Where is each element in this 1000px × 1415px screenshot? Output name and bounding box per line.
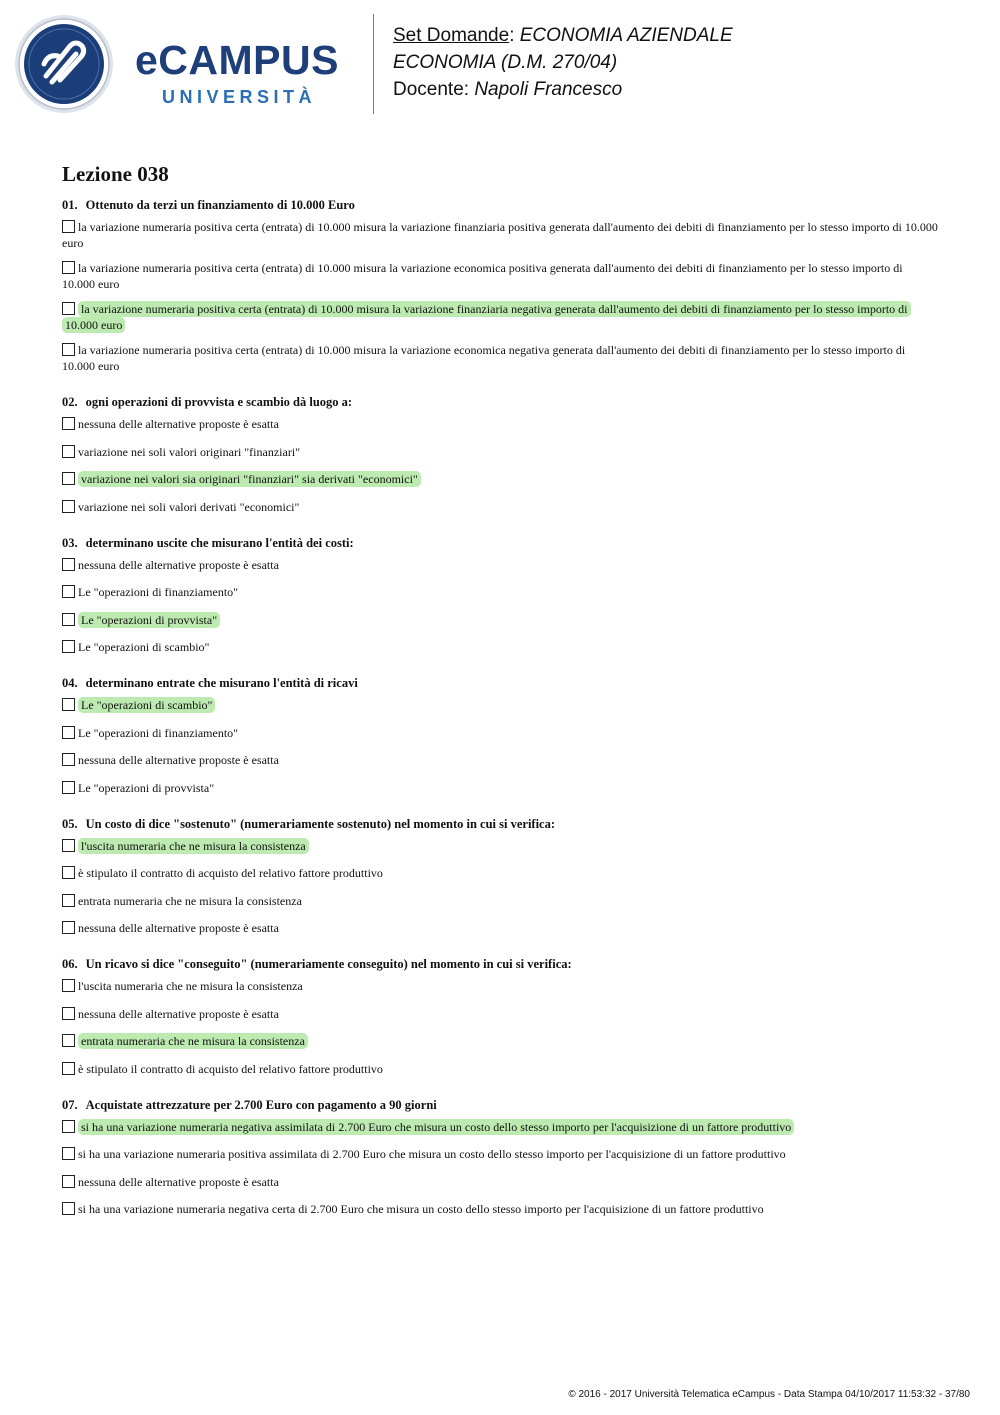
- answer-option-correct: [62, 301, 938, 333]
- checkbox[interactable]: [62, 1034, 75, 1047]
- answer-option: [62, 725, 938, 741]
- answer-option: [62, 219, 938, 251]
- question-text: Un costo di dice "sostenuto" (numerariamente sostenuto) nel momento in cui si verifica:: [85, 816, 556, 831]
- question-title: [62, 195, 938, 215]
- answer-text: è stipulato il contratto di acquisto del relativo fattore produttivo: [78, 866, 383, 880]
- answer-text: nessuna delle alternative proposte è esatta: [78, 921, 279, 935]
- question-block: [62, 533, 938, 656]
- answer-text: Le "operazioni di finanziamento": [78, 725, 239, 740]
- checkbox[interactable]: [62, 261, 75, 274]
- answer-option: [62, 780, 938, 796]
- answer-option: [62, 978, 938, 994]
- answer-text: è stipulato il contratto di acquisto del relativo fattore produttivo: [78, 1061, 383, 1076]
- answer-text: Le "operazioni di finanziamento": [78, 585, 239, 599]
- checkbox[interactable]: [62, 417, 75, 430]
- answer-text: entrata numeraria che ne misura la consistenza: [78, 1033, 308, 1049]
- answer-option: [62, 1006, 938, 1022]
- question-text: Ottenuto da terzi un finanziamento di 10.000 Euro: [85, 198, 355, 212]
- checkbox[interactable]: [62, 445, 75, 458]
- answer-option: [62, 752, 938, 768]
- answer-option: [62, 557, 938, 573]
- checkbox[interactable]: [62, 302, 75, 315]
- answer-option: [62, 1174, 938, 1190]
- question-block: [62, 392, 938, 515]
- answer-text: nessuna delle alternative proposte è esatta: [78, 753, 279, 767]
- answer-option-correct: [62, 1033, 938, 1049]
- question-number: 07.: [62, 1097, 78, 1112]
- brand-subtitle: UNIVERSITÀ: [162, 87, 317, 107]
- checkbox[interactable]: [62, 921, 75, 934]
- answer-text: si ha una variazione numeraria negativa certa di 2.700 Euro che misura un costo dello stesso importo per l'acquisizione di un fattore produttivo: [78, 1202, 764, 1216]
- question-title: [62, 1095, 938, 1115]
- answer-option: [62, 893, 938, 909]
- checkbox[interactable]: [62, 1147, 75, 1160]
- header-info: Set Domande: ECONOMIA AZIENDALE ECONOMIA (D.M. 270/04) Docente: Napoli Francesco: [393, 25, 733, 100]
- answer-option: [62, 865, 938, 881]
- answer-option: [62, 1061, 938, 1077]
- checkbox[interactable]: [62, 753, 75, 766]
- answer-text: si ha una variazione numeraria negativa assimilata di 2.700 Euro che misura un costo dello stesso importo per l'acquisizione di un fattore produttivo: [78, 1119, 794, 1135]
- answer-text: la variazione numeraria positiva certa (entrata) di 10.000 misura la variazione economica negativa generata dall'aumento dei debiti di finanziamento per lo stesso importo di 10.000 euro: [62, 343, 906, 373]
- answer-text: variazione nei soli valori derivati "economici": [78, 499, 300, 514]
- question-title: [62, 392, 938, 412]
- answer-option: [62, 416, 938, 432]
- checkbox[interactable]: [62, 613, 75, 626]
- checkbox[interactable]: [62, 866, 75, 879]
- answer-option-correct: [62, 838, 938, 854]
- answer-text: l'uscita numeraria che ne misura la consistenza: [78, 838, 309, 854]
- question-number: 04.: [62, 676, 78, 690]
- checkbox[interactable]: [62, 640, 75, 653]
- answer-option: [62, 499, 938, 515]
- checkbox[interactable]: [62, 1007, 75, 1020]
- page-header: [0, 0, 1000, 130]
- question-block: [62, 195, 938, 374]
- answer-text: Le "operazioni di provvista": [78, 612, 220, 628]
- answer-option: [62, 639, 938, 655]
- question-title: [62, 814, 938, 834]
- checkbox[interactable]: [62, 558, 75, 571]
- checkbox[interactable]: [62, 585, 75, 598]
- answer-option-correct: [62, 697, 938, 713]
- checkbox[interactable]: [62, 979, 75, 992]
- answer-text: nessuna delle alternative proposte è esatta: [78, 1174, 279, 1189]
- answer-option-correct: [62, 1119, 938, 1135]
- checkbox[interactable]: [62, 343, 75, 356]
- lesson-title: Lezione 038: [62, 162, 169, 186]
- teacher-label: Docente:: [393, 79, 470, 100]
- checkbox[interactable]: [62, 1062, 75, 1075]
- answer-option: [62, 444, 938, 460]
- header-divider: [373, 14, 374, 114]
- answer-text: la variazione numeraria positiva certa (entrata) di 10.000 misura la variazione economica positiva generata dall'aumento dei debiti di finanziamento per lo stesso importo di 10.000 euro: [62, 261, 903, 291]
- checkbox[interactable]: [62, 1202, 75, 1215]
- answer-text: entrata numeraria che ne misura la consistenza: [78, 893, 302, 908]
- answer-text: Le "operazioni di scambio": [78, 697, 215, 713]
- answer-text: la variazione numeraria positiva certa (entrata) di 10.000 misura la variazione finanziaria positiva generata dall'aumento dei debiti di finanziamento per lo stesso importo di 10.000 euro: [62, 220, 938, 250]
- answer-text: variazione nei soli valori originari "finanziari": [78, 444, 301, 459]
- checkbox[interactable]: [62, 500, 75, 513]
- checkbox[interactable]: [62, 472, 75, 485]
- answer-text: nessuna delle alternative proposte è esatta: [78, 417, 279, 431]
- question-number: 01.: [62, 198, 78, 212]
- question-number: 06.: [62, 957, 78, 971]
- checkbox[interactable]: [62, 1175, 75, 1188]
- checkbox[interactable]: [62, 698, 75, 711]
- question-text: Acquistate attrezzature per 2.700 Euro con pagamento a 90 giorni: [85, 1097, 437, 1112]
- question-text: Un ricavo si dice "conseguito" (numerariamente conseguito) nel momento in cui si verifica:: [85, 957, 572, 971]
- question-number: 03.: [62, 535, 78, 550]
- question-block: [62, 814, 938, 937]
- checkbox[interactable]: [62, 839, 75, 852]
- checkbox[interactable]: [62, 220, 75, 233]
- question-title: [62, 954, 938, 974]
- answer-text: si ha una variazione numeraria positiva assimilata di 2.700 Euro che misura un costo dello stesso importo per l'acquisizione di un fattore produttivo: [78, 1147, 786, 1161]
- question-text: determinano entrate che misurano l'entità di ricavi: [85, 676, 358, 690]
- question-title: [62, 673, 938, 693]
- teacher-name: Napoli Francesco: [474, 79, 623, 100]
- answer-option-correct: [62, 612, 938, 628]
- question-list: [62, 195, 938, 1235]
- answer-text: l'uscita numeraria che ne misura la consistenza: [78, 979, 303, 993]
- page-footer: © 2016 - 2017 Università Telematica eCampus - Data Stampa 04/10/2017 11:53:32 - 37/80: [568, 1389, 970, 1400]
- answer-text: Le "operazioni di provvista": [78, 780, 215, 795]
- set-value: ECONOMIA AZIENDALE: [519, 25, 733, 46]
- checkbox[interactable]: [62, 726, 75, 739]
- question-block: [62, 1095, 938, 1218]
- question-text: determinano uscite che misurano l'entità dei costi:: [85, 535, 354, 550]
- checkbox[interactable]: [62, 894, 75, 907]
- question-title: [62, 533, 938, 553]
- answer-option: [62, 584, 938, 600]
- question-text: ogni operazioni di provvista e scambio dà luogo a:: [85, 395, 353, 409]
- answer-option: [62, 260, 938, 292]
- answer-option: [62, 342, 938, 374]
- answer-text: variazione nei valori sia originari "finanziari" sia derivati "economici": [78, 471, 421, 487]
- answer-option: [62, 1201, 938, 1217]
- checkbox[interactable]: [62, 781, 75, 794]
- set-label: Set Domande: [393, 25, 510, 46]
- answer-text: Le "operazioni di scambio": [78, 640, 210, 654]
- answer-option: [62, 1146, 938, 1162]
- answer-text: la variazione numeraria positiva certa (entrata) di 10.000 misura la variazione finanziaria negativa generata dall'aumento dei debiti di finanziamento per lo stesso importo di 10.000 euro: [62, 301, 911, 333]
- question-block: [62, 954, 938, 1077]
- brand-name: eCAMPUS: [135, 37, 339, 83]
- answer-option: [62, 920, 938, 936]
- question-block: [62, 673, 938, 796]
- checkbox[interactable]: [62, 1120, 75, 1133]
- answer-text: nessuna delle alternative proposte è esatta: [78, 557, 279, 572]
- answer-option-correct: [62, 471, 938, 487]
- ecampus-seal-logo: [14, 14, 114, 114]
- answer-text: nessuna delle alternative proposte è esatta: [78, 1006, 279, 1021]
- question-number: 05.: [62, 816, 78, 831]
- course-name: ECONOMIA (D.M. 270/04): [393, 52, 618, 73]
- question-number: 02.: [62, 395, 78, 409]
